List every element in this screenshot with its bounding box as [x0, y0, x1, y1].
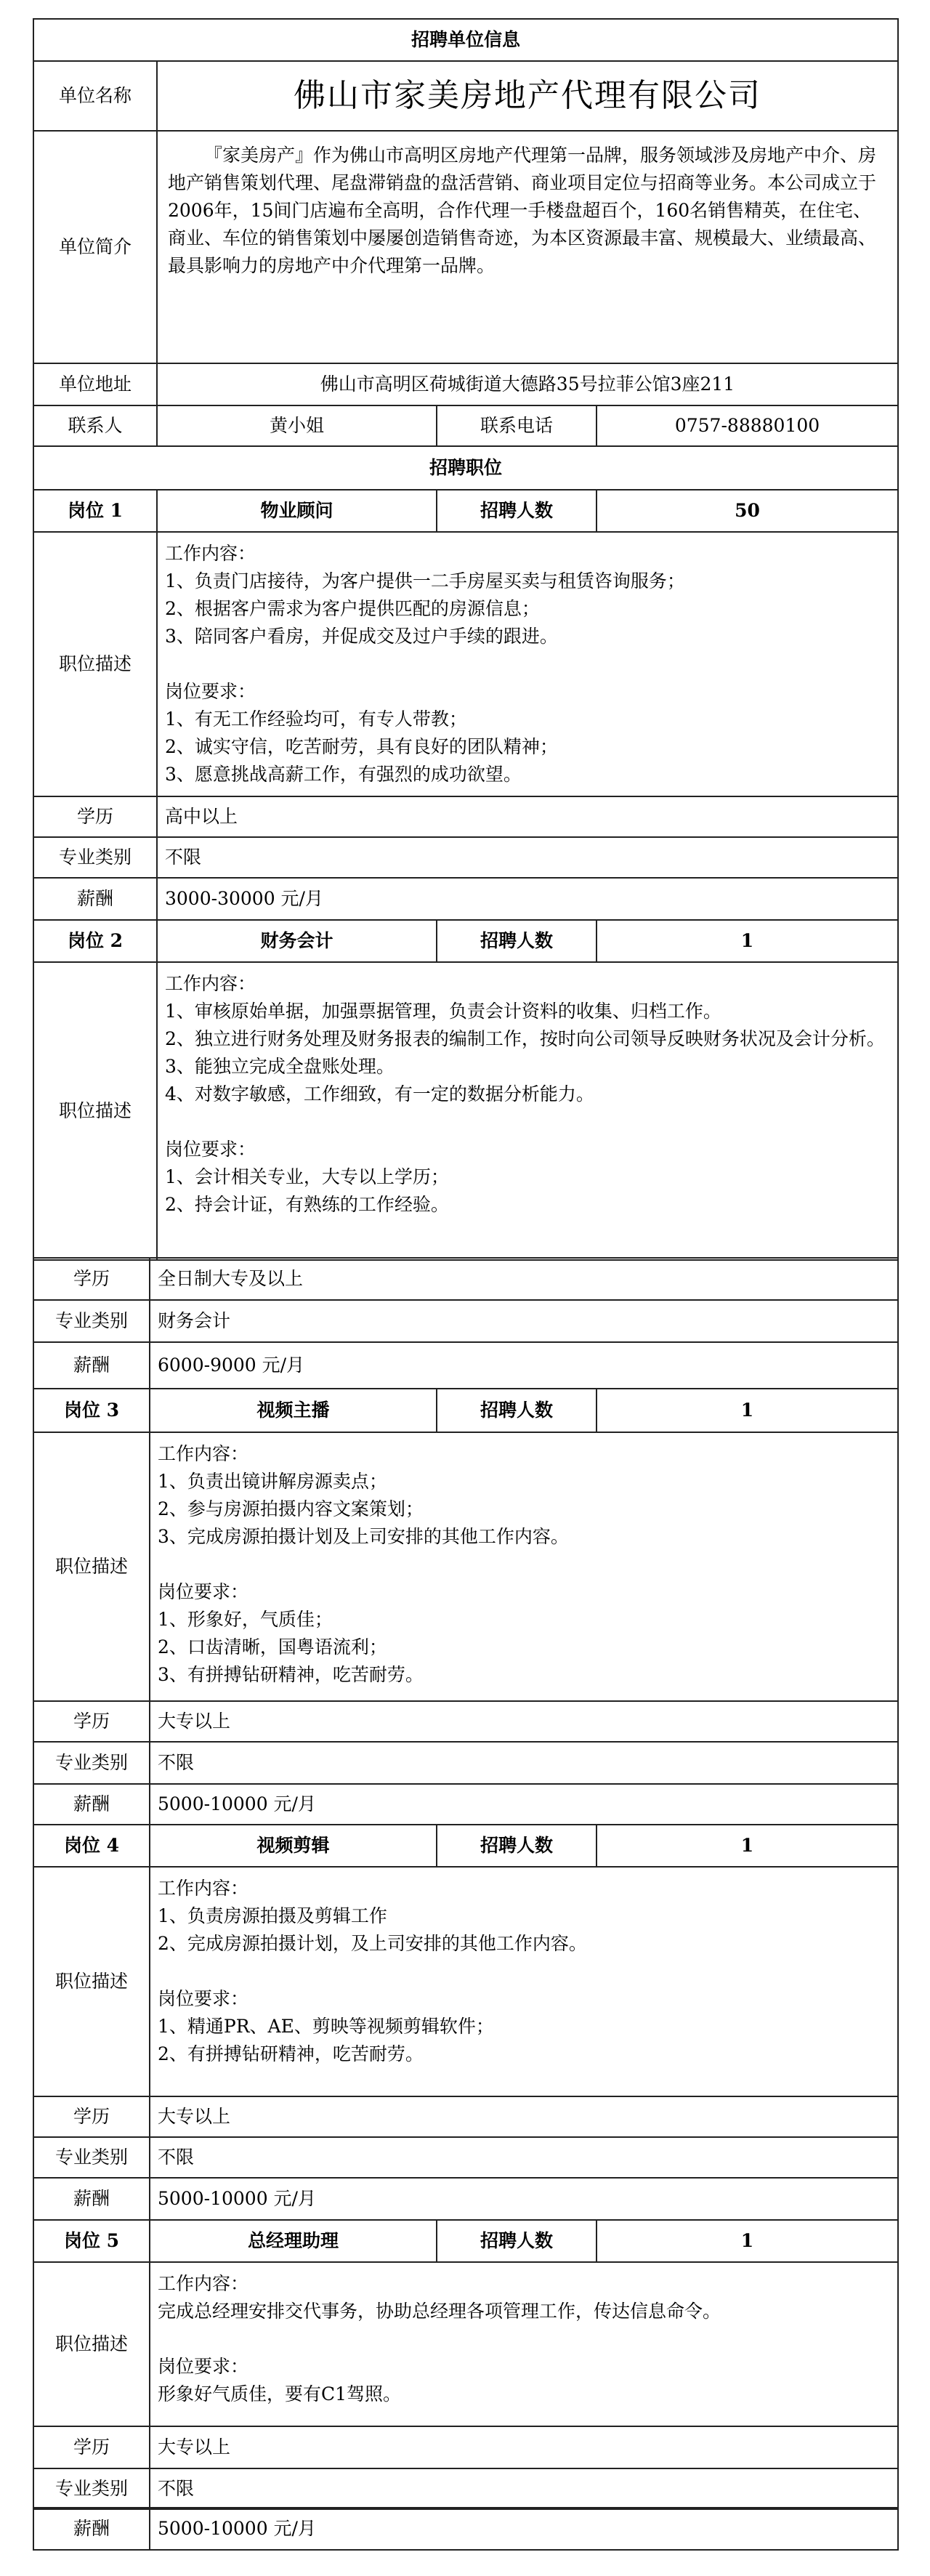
job-salary: 6000-9000 元/月 — [150, 1342, 898, 1389]
job-edu: 全日制大专及以上 — [150, 1258, 898, 1300]
job-req-line: 1、会计相关专业，大专以上学历； — [165, 1166, 449, 1187]
job-req-title: 岗位要求： — [158, 2356, 249, 2377]
job-title: 总经理助理 — [150, 2220, 437, 2262]
section-title-unit-info: 招聘单位信息 — [33, 19, 898, 61]
job-count-label: 招聘人数 — [437, 1825, 597, 1867]
job-description — [157, 532, 898, 796]
job-content-line: 4、对数字敏感，工作细致，有一定的数据分析能力。 — [165, 1083, 594, 1105]
job-edu-label: 学历 — [33, 2096, 150, 2137]
job-salary-label: 薪酬 — [33, 2178, 150, 2220]
job-count: 1 — [597, 920, 898, 962]
job-description — [150, 1867, 898, 2096]
job-edu: 高中以上 — [157, 796, 898, 837]
job-desc-label: 职位描述 — [33, 1867, 150, 2096]
job-count-label: 招聘人数 — [437, 920, 597, 962]
job-salary-label: 薪酬 — [33, 1342, 150, 1389]
job-req-line: 1、有无工作经验均可，有专人带教； — [165, 708, 467, 730]
job-edu-label: 学历 — [33, 796, 157, 837]
job-major-label: 专业类别 — [33, 1300, 150, 1342]
job-salary-label: 薪酬 — [33, 1784, 150, 1825]
company-name: 佛山市家美房地产代理有限公司 — [157, 61, 898, 131]
unit-address-label: 单位地址 — [33, 363, 157, 405]
job-content-title: 工作内容： — [158, 1878, 249, 1899]
job-edu-label: 学历 — [33, 1701, 150, 1742]
job-content-line: 2、参与房源拍摄内容文案策划； — [158, 1498, 424, 1519]
job-count: 50 — [597, 490, 898, 532]
job-edu: 大专以上 — [150, 2426, 898, 2468]
job-position-label: 岗位 3 — [33, 1389, 150, 1432]
phone-number: 0757-88880100 — [597, 405, 898, 446]
job-position-label: 岗位 2 — [33, 920, 157, 962]
job-position-label: 岗位 5 — [33, 2220, 150, 2262]
job-req-title: 岗位要求： — [158, 1581, 249, 1602]
job-count: 1 — [597, 1389, 898, 1432]
job-description — [150, 2262, 898, 2426]
job-edu: 大专以上 — [150, 2096, 898, 2137]
job-position-label: 岗位 4 — [33, 1825, 150, 1867]
unit-intro-label: 单位简介 — [33, 131, 157, 363]
job-content-line: 3、陪同客户看房，并促成交及过户手续的跟进。 — [165, 626, 558, 647]
job-salary: 5000-10000 元/月 — [150, 2508, 898, 2550]
job-content-title: 工作内容： — [165, 543, 256, 564]
recruitment-table-part-2 — [33, 1257, 899, 2510]
job-salary: 5000-10000 元/月 — [150, 2178, 898, 2220]
job-title: 视频剪辑 — [150, 1825, 437, 1867]
job-title: 财务会计 — [157, 920, 437, 962]
unit-name-label: 单位名称 — [33, 61, 157, 131]
phone-label: 联系电话 — [437, 405, 597, 446]
job-content-line: 1、负责门店接待，为客户提供一二手房屋买卖与租赁咨询服务； — [165, 570, 685, 591]
job-position-label: 岗位 1 — [33, 490, 157, 532]
job-major: 不限 — [150, 2468, 898, 2509]
job-content-line: 2、根据客户需求为客户提供匹配的房源信息； — [165, 598, 540, 619]
job-desc-label: 职位描述 — [33, 1432, 150, 1701]
job-content-line: 3、完成房源拍摄计划及上司安排的其他工作内容。 — [158, 1526, 569, 1547]
job-count-label: 招聘人数 — [437, 490, 597, 532]
job-req-line: 1、精通PR、AE、剪映等视频剪辑软件； — [158, 2016, 494, 2037]
job-content-line: 2、完成房源拍摄计划，及上司安排的其他工作内容。 — [158, 1933, 587, 1954]
job-major-label: 专业类别 — [33, 837, 157, 878]
job-salary-label: 薪酬 — [33, 878, 157, 920]
job-edu-label: 学历 — [33, 2426, 150, 2468]
job-content-line: 2、独立进行财务处理及财务报表的编制工作，按时向公司领导反映财务状况及会计分析。 — [165, 1028, 885, 1049]
job-salary: 3000-30000 元/月 — [157, 878, 898, 920]
job-title: 物业顾问 — [157, 490, 437, 532]
job-req-line: 3、愿意挑战高薪工作，有强烈的成功欲望。 — [165, 764, 522, 785]
job-req-title: 岗位要求： — [165, 1139, 256, 1160]
contact-name: 黄小姐 — [157, 405, 437, 446]
job-content-title: 工作内容： — [158, 2273, 249, 2294]
job-salary-label: 薪酬 — [33, 2508, 150, 2550]
job-major: 不限 — [150, 2137, 898, 2178]
section-title-jobs: 招聘职位 — [33, 446, 898, 490]
job-req-line: 形象好气质佳，要有C1驾照。 — [158, 2383, 402, 2405]
job-count: 1 — [597, 2220, 898, 2262]
job-major-label: 专业类别 — [33, 2137, 150, 2178]
job-content-title: 工作内容： — [165, 973, 256, 994]
job-count-label: 招聘人数 — [437, 1389, 597, 1432]
job-salary: 5000-10000 元/月 — [150, 1784, 898, 1825]
job-content-line: 3、能独立完成全盘账处理。 — [165, 1056, 395, 1077]
job-req-line: 1、形象好，气质佳； — [158, 1609, 333, 1630]
recruitment-table-part-1 — [33, 18, 899, 1261]
job-title: 视频主播 — [150, 1389, 437, 1432]
job-major: 不限 — [150, 1742, 898, 1784]
job-major: 财务会计 — [150, 1300, 898, 1342]
job-req-line: 2、持会计证，有熟练的工作经验。 — [165, 1194, 449, 1215]
job-description — [150, 1432, 898, 1701]
job-req-line: 2、口齿清晰，国粤语流利； — [158, 1636, 387, 1658]
job-major-label: 专业类别 — [33, 2468, 150, 2509]
job-desc-label: 职位描述 — [33, 962, 157, 1260]
job-req-line: 3、有拼搏钻研精神，吃苦耐劳。 — [158, 1664, 424, 1685]
job-count-label: 招聘人数 — [437, 2220, 597, 2262]
job-edu-label: 学历 — [33, 1258, 150, 1300]
recruitment-table-part-3 — [33, 2507, 899, 2551]
job-content-title: 工作内容： — [158, 1443, 249, 1464]
job-description — [157, 962, 898, 1260]
contact-label: 联系人 — [33, 405, 157, 446]
job-major: 不限 — [157, 837, 898, 878]
unit-address: 佛山市高明区荷城街道大德路35号拉菲公馆3座211 — [157, 363, 898, 405]
job-content-line: 完成总经理安排交代事务，协助总经理各项管理工作，传达信息命令。 — [158, 2301, 721, 2322]
job-req-line: 2、诚实守信，吃苦耐劳，具有良好的团队精神； — [165, 736, 558, 757]
job-count: 1 — [597, 1825, 898, 1867]
unit-intro-text: 『家美房产』作为佛山市高明区房地产代理第一品牌，服务领域涉及房地产中介、房地产销售策划代理、尾盘滞销盘的盘活营销、商业项目定位与招商等业务。本公司成立于2006年，15间门店遍布全高明，合作代理一手楼盘超百个，160名销售精英，在住宅、商业、车位的销售策划中屡屡创造销售奇迹，为本区资源最丰富、规模最大、业绩最高、最具影响力的房地产中介代理第一品牌。 — [157, 131, 898, 363]
job-req-title: 岗位要求： — [158, 1988, 249, 2009]
job-edu: 大专以上 — [150, 1701, 898, 1742]
job-content-line: 1、负责房源拍摄及剪辑工作 — [158, 1905, 387, 1926]
job-req-line: 2、有拼搏钻研精神，吃苦耐劳。 — [158, 2043, 424, 2064]
job-content-line: 1、负责出镜讲解房源卖点； — [158, 1471, 387, 1492]
job-desc-label: 职位描述 — [33, 532, 157, 796]
job-req-title: 岗位要求： — [165, 681, 256, 702]
job-desc-label: 职位描述 — [33, 2262, 150, 2426]
job-content-line: 1、审核原始单据，加强票据管理，负责会计资料的收集、归档工作。 — [165, 1001, 721, 1022]
job-major-label: 专业类别 — [33, 1742, 150, 1784]
